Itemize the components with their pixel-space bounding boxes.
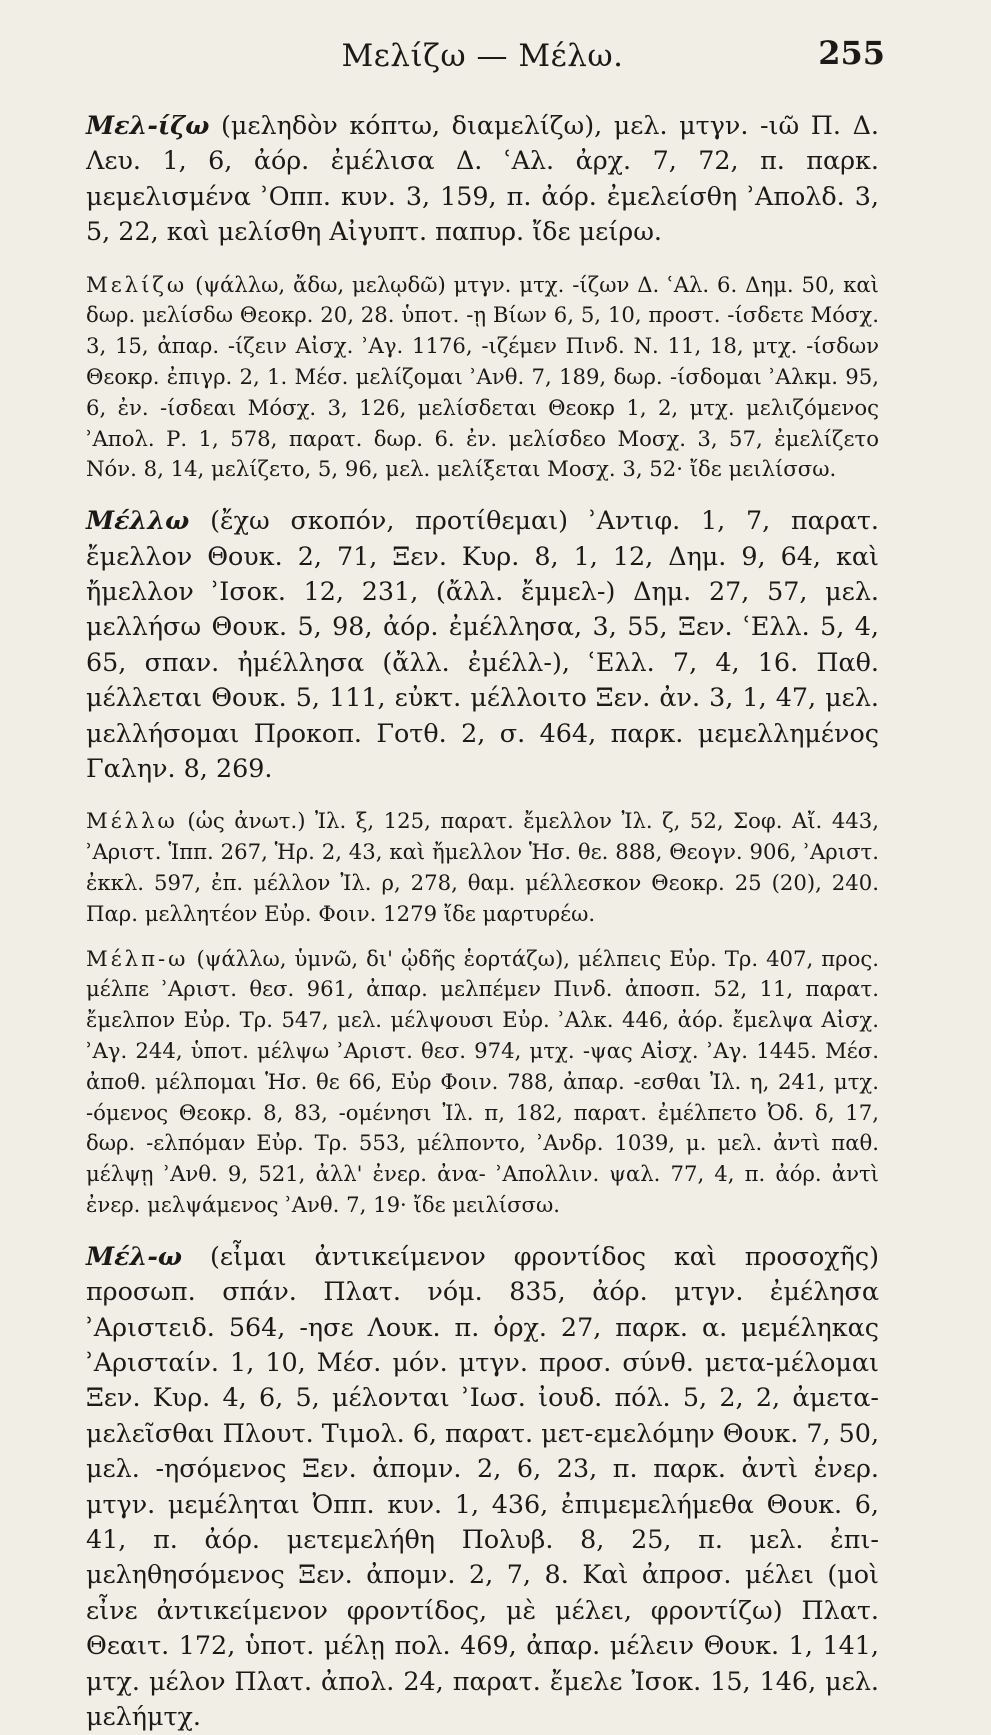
dictionary-subentry <box>86 270 879 486</box>
entry-headword: Μέλπ-ω <box>86 945 189 971</box>
dictionary-entry <box>86 1239 879 1735</box>
entry-headword: Μέλλω <box>86 808 178 834</box>
dictionary-entry <box>86 503 879 786</box>
entry-body: (μεληδὸν κόπτω, διαμελίζω), μελ. μτγν. -ιῶ Π. Δ. Λευ. 1, 6, ἀόρ. ἐμέλισα Δ. ʿΑλ. ἀρχ. 7, 72, π. παρκ. μεμελισμένα ʾΟππ. κυν. 3, 159, π. ἀόρ. ἐμελείσθη ʾΑπολδ. 3, 5, 22, καὶ μελίσθη Αἰγυπτ. παπυρ. ἴδε μείρω. <box>86 110 879 247</box>
entry-headword: Μέλλω <box>86 505 190 536</box>
entry-body: (ψάλλω, ἄδω, μελῳδῶ) μτγν. μτχ. -ίζων Δ. ʿΑλ. 6. Δημ. 50, καὶ δωρ. μελίσδω Θεοκρ. 20, 28. ὑποτ. -ῃ Βίων 6, 5, 10, προστ. -ίσδετε Μόσχ. 3, 15, ἀπαρ. -ίζειν Αἰσχ. ʾΑγ. 1176, -ιζέμεν Πινδ. Ν. 11, 18, μτχ. -ίσδων Θεοκρ. ἐπιγρ. 2, 1. Μέσ. μελίζομαι ʾΑνθ. 7, 189, δωρ. -ίσδομαι ʾΑλκμ. 95, 6, ἐν. -ίσδεαι Μόσχ. 3, 126, μελίσδεται Θεοκρ 1, 2, μτχ. μελιζόμενος ʾΑπολ. Ρ. 1, 578, παρατ. δωρ. 6. ἐν. μελίσδεο Μοσχ. 3, 57, ἐμελίζετο Νόν. 8, 14, μελίζετο, 5, 96, μελ. μελίξεται Μοσχ. 3, 52· ἴδε μειλίσσω. <box>86 271 879 482</box>
entry-headword: Μελίζω <box>86 271 188 297</box>
entry-headword: Μέλ-ω <box>86 1240 183 1271</box>
running-title: Μελίζω — Μέλω. <box>341 38 624 74</box>
entry-body: (ἔχω σκοπόν, προτίθεμαι) ʾΑντιφ. 1, 7, παρατ. ἔμελλον Θουκ. 2, 71, Ξεν. Κυρ. 8, 1, 12, Δημ. 9, 64, καὶ ἤμελλον ʾΙσοκ. 12, 231, (ἄλλ. ἔμμελ-) Δημ. 27, 57, μελ. μελλήσω Θουκ. 5, 98, ἀόρ. ἐμέλλησα, 3, 55, Ξεν. ʿΕλλ. 5, 4, 65, σπαν. ἠμέλλησα (ἄλλ. ἐμέλλ-), ʿΕλλ. 7, 4, 16. Παθ. μέλλεται Θουκ. 5, 111, εὐκτ. μέλλοιτο Ξεν. ἀν. 3, 1, 47, μελ. μελλήσομαι Προκοπ. Γοτθ. 2, σ. 464, παρκ. μεμελλημένος Γαλην. 8, 269. <box>86 505 879 784</box>
entry-body: (ψάλλω, ὑμνῶ, δι' ᾠδῆς ἑορτάζω), μέλπεις Εὐρ. Τρ. 407, προς. μέλπε ʾΑριστ. θεσ. 961, ἀπαρ. μελπέμεν Πινδ. ἀποσπ. 52, 11, παρατ. ἔμελπον Εὐρ. Τρ. 547, μελ. μέλψουσι Εὐρ. ʾΑλκ. 446, ἀόρ. ἔμελψα Αἰσχ. ʾΑγ. 244, ὑποτ. μέλψω ʾΑριστ. θεσ. 974, μτχ. -ψας Αἰσχ. ʾΑγ. 1445. Μέσ. ἀποθ. μέλπομαι Ἡσ. θε 66, Εὐρ Φοιν. 788, ἀπαρ. -εσθαι Ἰλ. η, 241, μτχ. -όμενος Θεοκρ. 8, 83, -ομένησι Ἰλ. π, 182, παρατ. ἐμέλπετο Ὀδ. δ, 17, δωρ. -ελπόμαν Εὐρ. Τρ. 553, μέλποντο, ʾΑνδρ. 1039, μ. μελ. ἀντὶ παθ. μέλψῃ ʾΑνθ. 9, 521, ἀλλ' ἐνερ. ἀνα- ʾΑπολλιν. ψαλ. 77, 4, π. ἀόρ. ἀντὶ ἐνερ. μελψάμενος ʾΑνθ. 7, 19· ἴδε μειλίσσω. <box>86 945 879 1218</box>
entry-body: (εἶμαι ἀντικείμενον φροντίδος καὶ προσοχῆς) προσωπ. σπάν. Πλατ. νόμ. 835, ἀόρ. μτγν. ἐμέλησα ʾΑριστειδ. 564, -ησε Λουκ. π. ὀρχ. 27, παρκ. α. μεμέληκας ʾΑρισταίν. 1, 10, Μέσ. μόν. μτγν. προσ. σύνθ. μετα-μέλομαι Ξεν. Κυρ. 4, 6, 5, μέλονται ʾΙωσ. ἰουδ. πόλ. 5, 2, 2, ἀμετα-μελεῖσθαι Πλουτ. Τιμολ. 6, παρατ. μετ-εμελόμην Θουκ. 7, 50, μελ. -ησόμενος Ξεν. ἀπομν. 2, 6, 23, π. παρκ. ἀντὶ ἐνερ. μτγν. μεμέληται Ὀππ. κυν. 1, 436, ἐπιμεμελήμεθα Θουκ. 6, 41, π. ἀόρ. μετεμελήθη Πολυβ. 8, 25, π. μελ. ἐπι-μεληθησόμενος Ξεν. ἀπομν. 2, 7, 8. Καὶ ἀπροσ. μέλει (μοὶ εἶνε ἀντικείμενον φροντίδος, μὲ μέλει, φροντίζω) Πλατ. Θεαιτ. 172, ὑποτ. μέλῃ πολ. 469, ἀπαρ. μέλειν Θουκ. 1, 141, μτχ. μέλον Πλατ. ἀπολ. 24, παρατ. ἔμελε Ἰσοκ. 15, 146, μελ. μελήμτχ. <box>86 1240 880 1732</box>
dictionary-subentry <box>86 944 879 1221</box>
dictionary-subentry <box>86 806 879 929</box>
entry-body: (ὡς ἀνωτ.) Ἰλ. ξ, 125, παρατ. ἔμελλον Ἰλ. ζ, 52, Σοφ. Αἴ. 443, ʾΑριστ. Ἱππ. 267, Ἡρ. 2, 43, καὶ ἤμελλον Ἡσ. θε. 888, Θεογν. 906, ʾΑριστ. ἐκκλ. 597, ἐπ. μέλλον Ἰλ. ρ, 278, θαμ. μέλλεσκον Θεοκρ. 25 (20), 240. Παρ. μελλητέον Εὐρ. Φοιν. 1279 ἴδε μαρτυρέω. <box>86 808 879 926</box>
page-header <box>86 28 885 90</box>
page-number: 255 <box>818 34 885 72</box>
dictionary-entry <box>86 108 879 250</box>
entry-headword: Μελ-ίζω <box>86 110 210 140</box>
